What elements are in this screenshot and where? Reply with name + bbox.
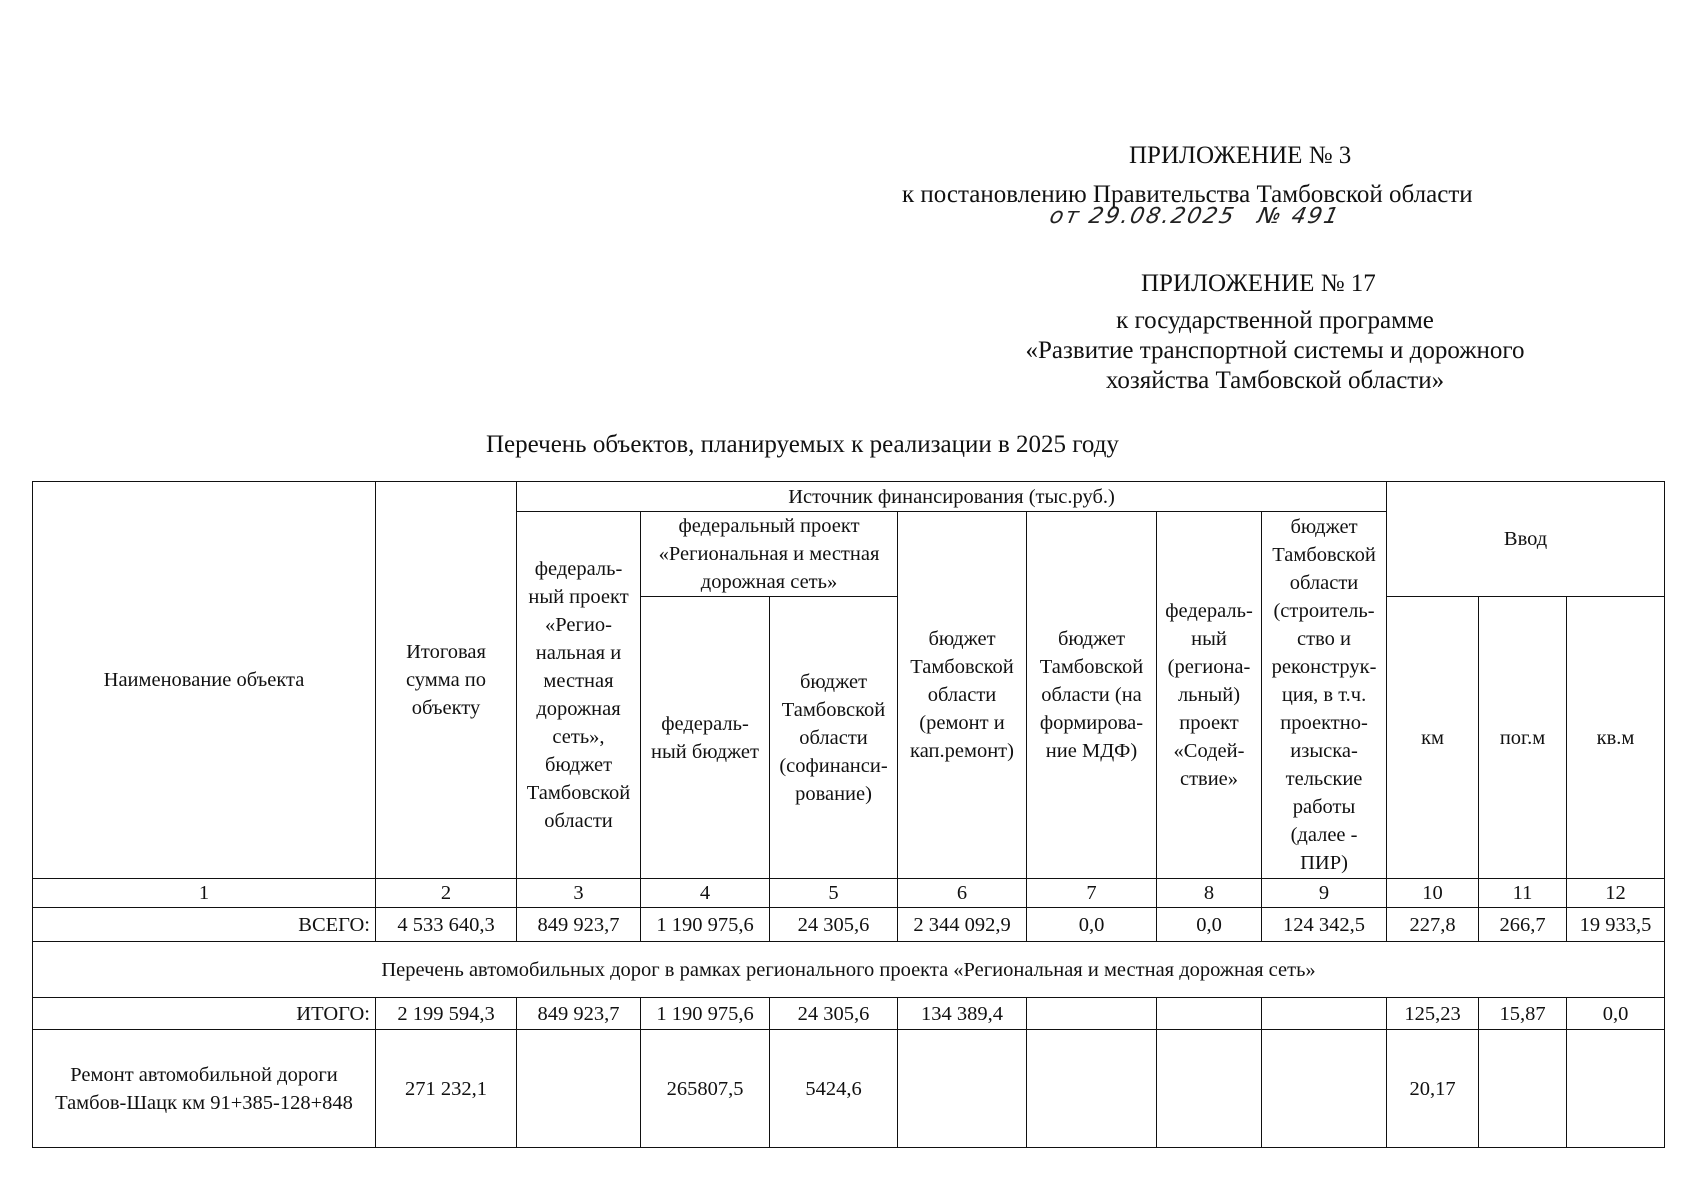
appendix3-reference: к постановлению Правительства Тамбовской области bbox=[902, 181, 1473, 208]
table-row: Ремонт автомобильной дороги Тамбов-Шацк км 91+385-128+848 271 232,1 265807,5 5424,6 20,17 bbox=[33, 1030, 1665, 1148]
appendix3-title: ПРИЛОЖЕНИЕ № 3 bbox=[1129, 142, 1352, 169]
header-col4: федераль- ный бюджет bbox=[641, 597, 770, 879]
header-col6: бюджет Тамбовской области (ремонт и кап.ремонт) bbox=[898, 512, 1027, 879]
subtotal-row: ИТОГО: 2 199 594,3 849 923,7 1 190 975,6 24 305,6 134 389,4 125,23 15,87 0,0 bbox=[33, 998, 1665, 1030]
header-fed-project-group: федеральный проект «Региональная и местная дорожная сеть» bbox=[641, 512, 898, 597]
table-title: Перечень объектов, планируемых к реализации в 2025 году bbox=[486, 431, 1119, 458]
header-col8: федераль- ный (региона- льный) проект «Содей- ствие» bbox=[1157, 512, 1262, 879]
appendix17-line1: к государственной программе bbox=[1116, 307, 1434, 334]
header-object-name: Наименование объекта bbox=[33, 482, 376, 879]
header-col11: пог.м bbox=[1479, 597, 1567, 879]
handwritten-date: от 29.08.2025 bbox=[1047, 204, 1238, 229]
column-number-row: 1 2 3 4 5 6 7 8 9 10 11 12 bbox=[33, 879, 1665, 908]
handwritten-number: № 491 bbox=[1255, 204, 1343, 229]
header-col9: бюджет Тамбовской области (строитель- ство и реконструк- ция, в т.ч. проектно- изыска- тельские работы (далее - ПИР) bbox=[1262, 512, 1387, 879]
header-col5: бюджет Тамбовской области (софинанси- рование) bbox=[770, 597, 898, 879]
section-title-row: Перечень автомобильных дорог в рамках регионального проекта «Региональная и местная дорожная сеть» bbox=[33, 942, 1665, 998]
object-name-cell: Ремонт автомобильной дороги Тамбов-Шацк км 91+385-128+848 bbox=[33, 1030, 376, 1148]
appendix17-title: ПРИЛОЖЕНИЕ № 17 bbox=[1141, 270, 1376, 297]
header-total-sum: Итоговая сумма по объекту bbox=[376, 482, 517, 879]
header-col12: кв.м bbox=[1567, 597, 1665, 879]
header-input: Ввод bbox=[1387, 482, 1665, 597]
header-financing-source: Источник финансирования (тыс.руб.) bbox=[517, 482, 1387, 512]
total-row: ВСЕГО: 4 533 640,3 849 923,7 1 190 975,6 24 305,6 2 344 092,9 0,0 0,0 124 342,5 227,8 266,7 19 933,5 bbox=[33, 908, 1665, 942]
header-col3: федераль- ный проект «Регио- нальная и местная дорожная сеть», бюджет Тамбовской области bbox=[517, 512, 641, 879]
appendix17-line3: хозяйства Тамбовской области» bbox=[1105, 367, 1445, 394]
appendix17-line2: «Развитие транспортной системы и дорожного bbox=[1025, 337, 1525, 364]
header-col7: бюджет Тамбовской области (на формирова- ние МДФ) bbox=[1027, 512, 1157, 879]
objects-table bbox=[32, 481, 1665, 1148]
header-col10: км bbox=[1387, 597, 1479, 879]
